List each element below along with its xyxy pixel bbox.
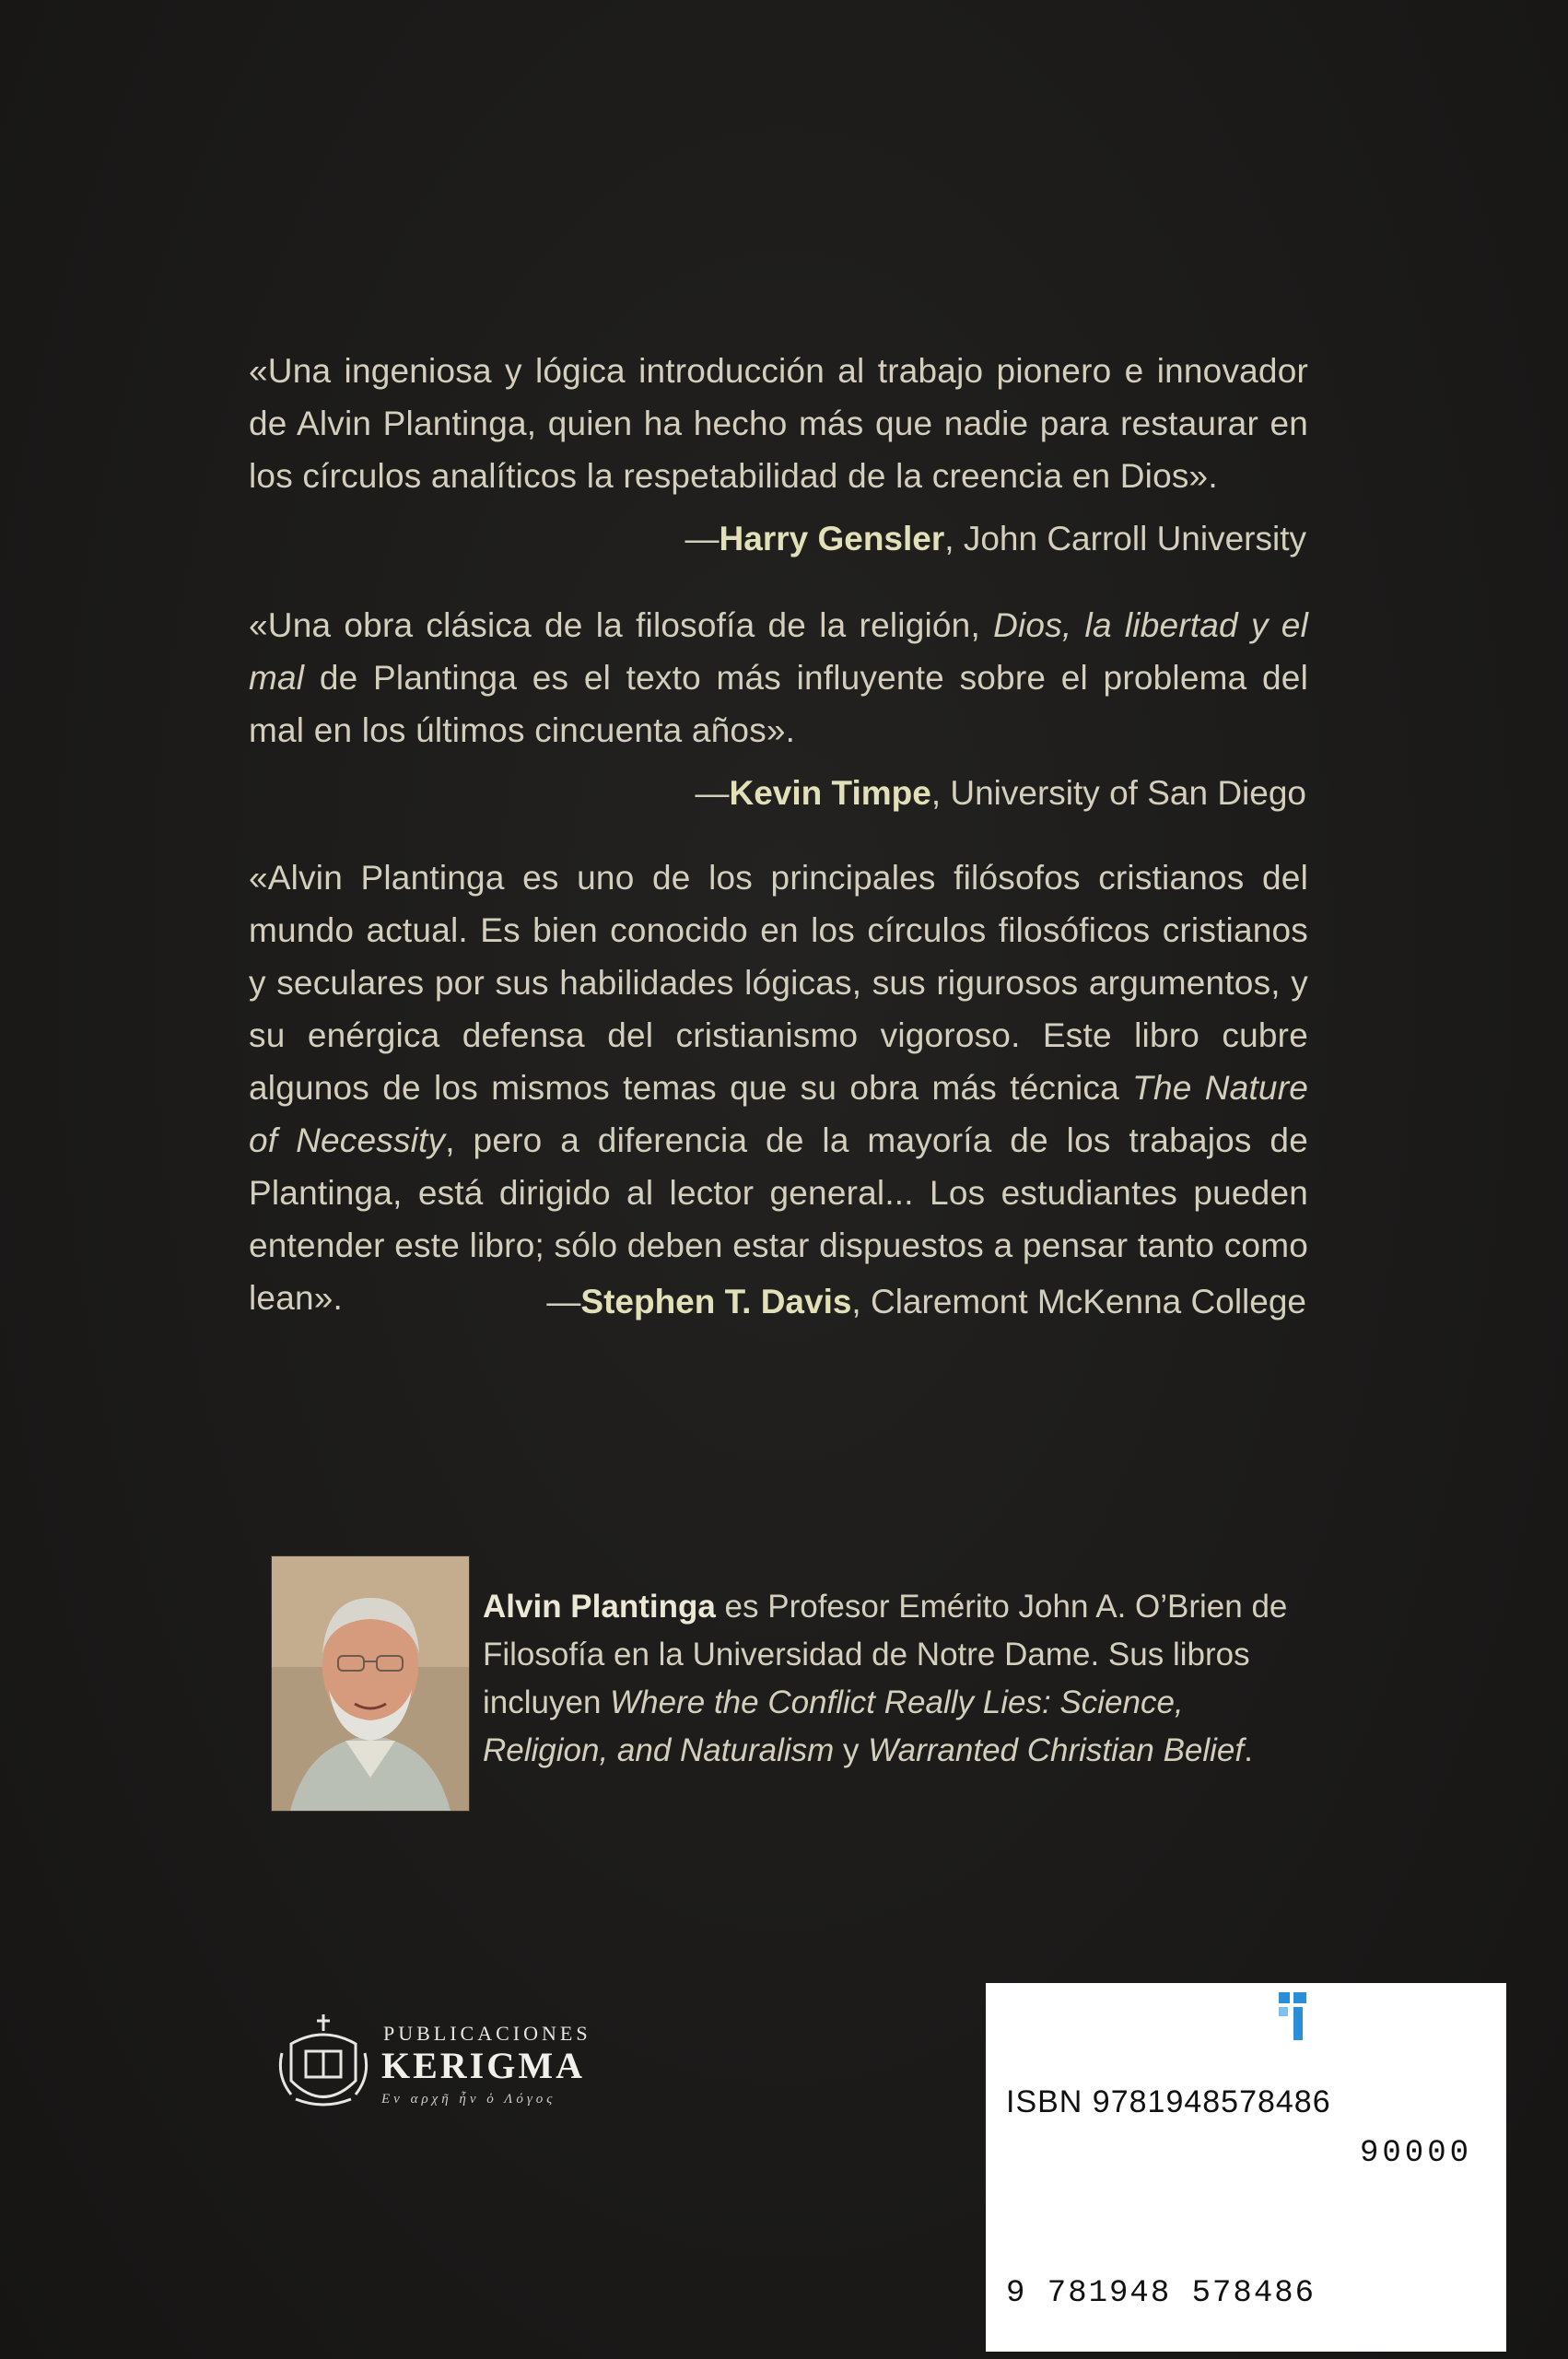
quote-2-after: de Plantinga es el texto más influyente sobre el problema del mal en los últimos cincuenta años». — [249, 659, 1308, 749]
publisher-motto: Εν αρχῆ ἦν ὁ Λόγος — [381, 2092, 556, 2107]
quote-3-attribution — [546, 1275, 1306, 1328]
quote-3-dash: — — [546, 1283, 581, 1320]
bio-book-1: Where the Conflict Really Lies: Science, Religion, and Naturalism — [483, 1684, 1184, 1768]
quote-1-body: «Una ingeniosa y lógica introducción al trabajo pionero e innovador de Alvin Plantinga, quien ha hecho más que nadie para restaurar en los círculos analíticos la respetabilidad de la creencia en Dios». — [249, 352, 1308, 495]
quote-3-text — [249, 851, 1308, 1324]
quote-2-text — [249, 599, 1308, 757]
isbn-label: ISBN 9781948578486 — [1006, 2084, 1331, 2119]
bio-text-1: es Profesor Emérito John A. O’Brien de Filosofía en la Universidad de Notre Dame. Sus libros incluyen — [483, 1589, 1288, 1720]
quote-1-dash: — — [685, 520, 720, 557]
isbn-barcode-box — [986, 1983, 1506, 2352]
bio-author-name: Alvin Plantinga — [483, 1589, 716, 1625]
bio-book-2: Warranted Christian Belief — [868, 1732, 1245, 1768]
quote-1-author: Harry Gensler — [719, 520, 945, 557]
barcode-digits: 9 781948 578486 — [1006, 2276, 1316, 2311]
author-portrait-illustration — [272, 1556, 469, 1811]
bio-text-3: . — [1244, 1732, 1253, 1768]
quote-3-author: Stephen T. Davis — [580, 1283, 852, 1320]
quote-2-before: «Una obra clásica de la filosofía de la religión, — [249, 606, 994, 644]
quote-1-affiliation: , John Carroll University — [944, 520, 1306, 557]
quote-2-book-title: Dios, la libertad y el mal — [249, 606, 1308, 697]
quote-1-attribution — [685, 512, 1306, 565]
author-photo — [271, 1555, 470, 1812]
quote-1-text — [249, 345, 1308, 502]
publisher-crest-icon — [273, 2007, 374, 2119]
quote-2-dash: — — [695, 774, 730, 812]
bio-text-2: y — [834, 1732, 869, 1768]
quote-3-before: «Alvin Plantinga es uno de los principales filósofos cristianos del mundo actual. Es bien conocido en los círculos filosóficos cristianos y seculares por sus habilidades lógicas, sus rigurosos argumentos, y su enérgica defensa del cristianismo vigoroso. Este libro cubre algunos de los mismos temas que su obra más técnica — [249, 859, 1308, 1107]
quote-2-author: Kevin Timpe — [729, 774, 931, 812]
distributor-logo-icon — [1279, 1992, 1306, 2040]
author-bio — [483, 1583, 1293, 1775]
publisher-line-2: KERIGMA — [381, 2045, 585, 2086]
publisher-line-1: PUBLICACIONES — [383, 2022, 591, 2045]
quote-2-attribution — [695, 767, 1306, 819]
publisher-logo — [273, 2007, 604, 2119]
quote-2-affiliation: , University of San Diego — [930, 774, 1306, 812]
quote-3-book-title: The Nature of Necessity — [249, 1069, 1308, 1159]
quote-3-after: , pero a diferencia de la mayoría de los trabajos de Plantinga, está dirigido al lector general... Los estudiantes pueden entender este libro; sólo deben estar dispuestos a pensar tanto como lean». — [249, 1121, 1308, 1317]
quote-3-affiliation: , Claremont McKenna College — [851, 1283, 1306, 1320]
addon-digits: 90000 — [1360, 2136, 1473, 2171]
